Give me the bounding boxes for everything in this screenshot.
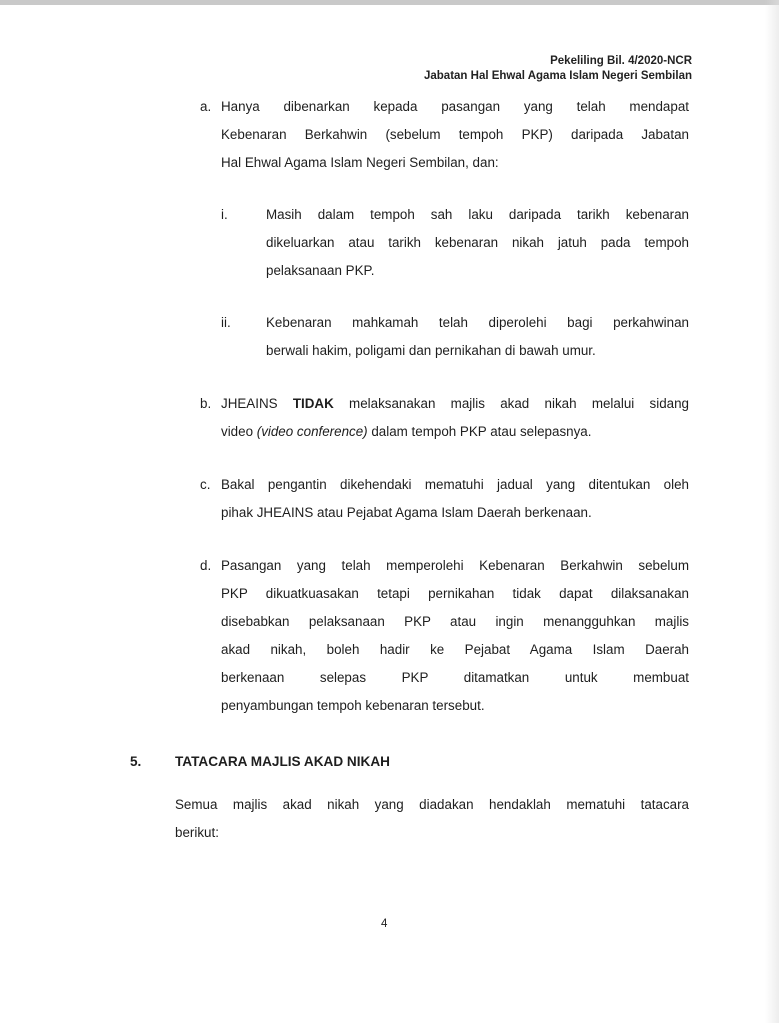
section-title: TATACARA MAJLIS AKAD NIKAH — [175, 754, 390, 769]
item-a-ii-text — [266, 309, 689, 365]
item-d-line: Pasangan yang telah memperolehi Kebenaran Berkahwin sebelum — [221, 558, 689, 573]
item-d-line: PKP dikuatkuasakan tetapi pernikahan tidak dapat dilaksanakan — [221, 586, 689, 601]
emphasis-tidak: TIDAK — [292, 396, 334, 411]
item-d-line: berkenaan selepas PKP ditamatkan untuk membuat — [221, 670, 689, 685]
item-a-i-line: dikeluarkan atau tarikh kebenaran nikah jatuh pada tempoh — [266, 235, 689, 250]
item-a-i-text — [266, 201, 689, 285]
page-top-border — [0, 0, 779, 5]
item-a-line: Kebenaran Berkahwin (sebelum tempoh PKP) daripada Jabatan — [221, 127, 689, 142]
page-edge-shadow — [765, 0, 779, 1023]
circular-number: Pekeliling Bil. 4/2020-NCR — [550, 55, 692, 67]
item-a-ii-line: berwali hakim, poligami dan pernikahan di bawah umur. — [266, 343, 596, 358]
item-c-text — [221, 471, 689, 527]
item-a-i-line: pelaksanaan PKP. — [266, 263, 375, 278]
item-a-line: Hanya dibenarkan kepada pasangan yang telah mendapat — [221, 99, 689, 114]
text-segment: JHEAINS — [221, 396, 293, 411]
item-a-line: Hal Ehwal Agama Islam Negeri Sembilan, dan: — [221, 155, 499, 170]
item-c-line: pihak JHEAINS atau Pejabat Agama Islam Daerah berkenaan. — [221, 505, 592, 520]
item-b-label: b. — [200, 396, 212, 411]
item-d-text — [221, 552, 689, 720]
item-a-ii-line: Kebenaran mahkamah telah diperolehi bagi perkahwinan — [266, 315, 689, 330]
section-5-line: Semua majlis akad nikah yang diadakan hendaklah mematuhi tatacara — [175, 797, 689, 812]
item-d-label: d. — [200, 558, 212, 573]
item-b-text — [221, 390, 689, 446]
item-a-text — [221, 93, 689, 177]
document-header — [424, 54, 692, 84]
item-c-line: Bakal pengantin dikehendaki mematuhi jadual yang ditentukan oleh — [221, 477, 689, 492]
item-a-ii-label: ii. — [221, 315, 231, 330]
emphasis-video-conference: (video conference) — [256, 424, 368, 439]
item-b-line — [221, 390, 689, 418]
item-d-line: akad nikah, boleh hadir ke Pejabat Agama Islam Daerah — [221, 642, 689, 657]
text-segment: dalam tempoh PKP atau selepasnya. — [367, 424, 592, 439]
text-segment: video — [221, 424, 257, 439]
item-a-i-label: i. — [221, 207, 228, 222]
item-a-label: a. — [200, 99, 212, 114]
text-segment: melaksanakan majlis akad nikah melalui sidang — [333, 396, 689, 411]
item-a-i-line: Masih dalam tempoh sah laku daripada tarikh kebenaran — [266, 207, 689, 222]
item-b-line — [221, 418, 689, 446]
item-d-line: penyambungan tempoh kebenaran tersebut. — [221, 698, 485, 713]
item-d-line: disebabkan pelaksanaan PKP atau ingin menangguhkan majlis — [221, 614, 689, 629]
section-5-text — [175, 791, 689, 847]
page-number: 4 — [381, 918, 388, 930]
item-c-label: c. — [200, 477, 211, 492]
department-name: Jabatan Hal Ehwal Agama Islam Negeri Sembilan — [423, 70, 692, 82]
section-5-line: berikut: — [175, 825, 219, 840]
section-number: 5. — [130, 754, 142, 769]
